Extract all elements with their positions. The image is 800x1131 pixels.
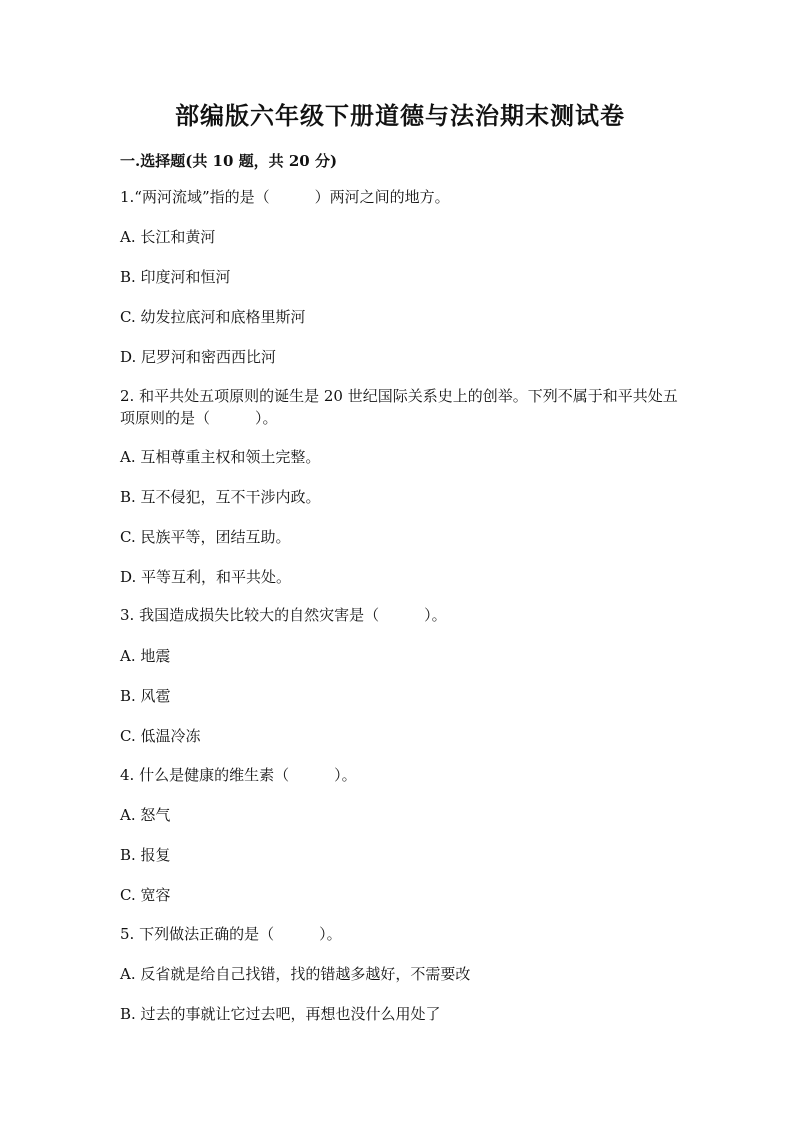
question-2-option-d: D. 平等互利，和平共处。	[120, 568, 292, 586]
question-3-option-b: B. 风雹	[120, 687, 171, 705]
question-1-option-a: A. 长江和黄河	[120, 228, 216, 246]
question-3-option-c: C. 低温冷冻	[120, 727, 201, 745]
question-4-option-b: B. 报复	[120, 846, 171, 864]
question-stem-4: 4. 什么是健康的维生素（ ）。	[120, 766, 357, 784]
question-stem-2: 2. 和平共处五项原则的诞生是 20 世纪国际关系史上的创举。下列不属于和平共处五项原则的是（ ）。	[120, 387, 678, 427]
question-stem-5: 5. 下列做法正确的是（ ）。	[120, 925, 342, 943]
section-heading: 一.选择题(共 10 题，共 20 分)	[120, 152, 338, 170]
question-5-option-b: B. 过去的事就让它过去吧，再想也没什么用处了	[120, 1005, 441, 1023]
question-1-option-c: C. 幼发拉底河和底格里斯河	[120, 308, 306, 326]
question-2-option-a: A. 互相尊重主权和领土完整。	[120, 448, 321, 466]
question-2-option-b: B. 互不侵犯，互不干涉内政。	[120, 488, 321, 506]
question-stem-3: 3. 我国造成损失比较大的自然灾害是（ ）。	[120, 606, 447, 624]
question-1-option-d: D. 尼罗河和密西西比河	[120, 348, 277, 366]
question-stem-1: 1.“两河流域”指的是（ ）两河之间的地方。	[120, 188, 450, 206]
question-4-option-c: C. 宽容	[120, 886, 171, 904]
question-1-option-b: B. 印度河和恒河	[120, 268, 231, 286]
question-2-option-c: C. 民族平等，团结互助。	[120, 528, 291, 546]
question-5-option-a: A. 反省就是给自己找错，找的错越多越好，不需要改	[120, 965, 471, 983]
page-title: 部编版六年级下册道德与法治期末测试卷	[175, 101, 625, 130]
question-3-option-a: A. 地震	[120, 647, 171, 665]
question-4-option-a: A. 怒气	[120, 806, 171, 824]
